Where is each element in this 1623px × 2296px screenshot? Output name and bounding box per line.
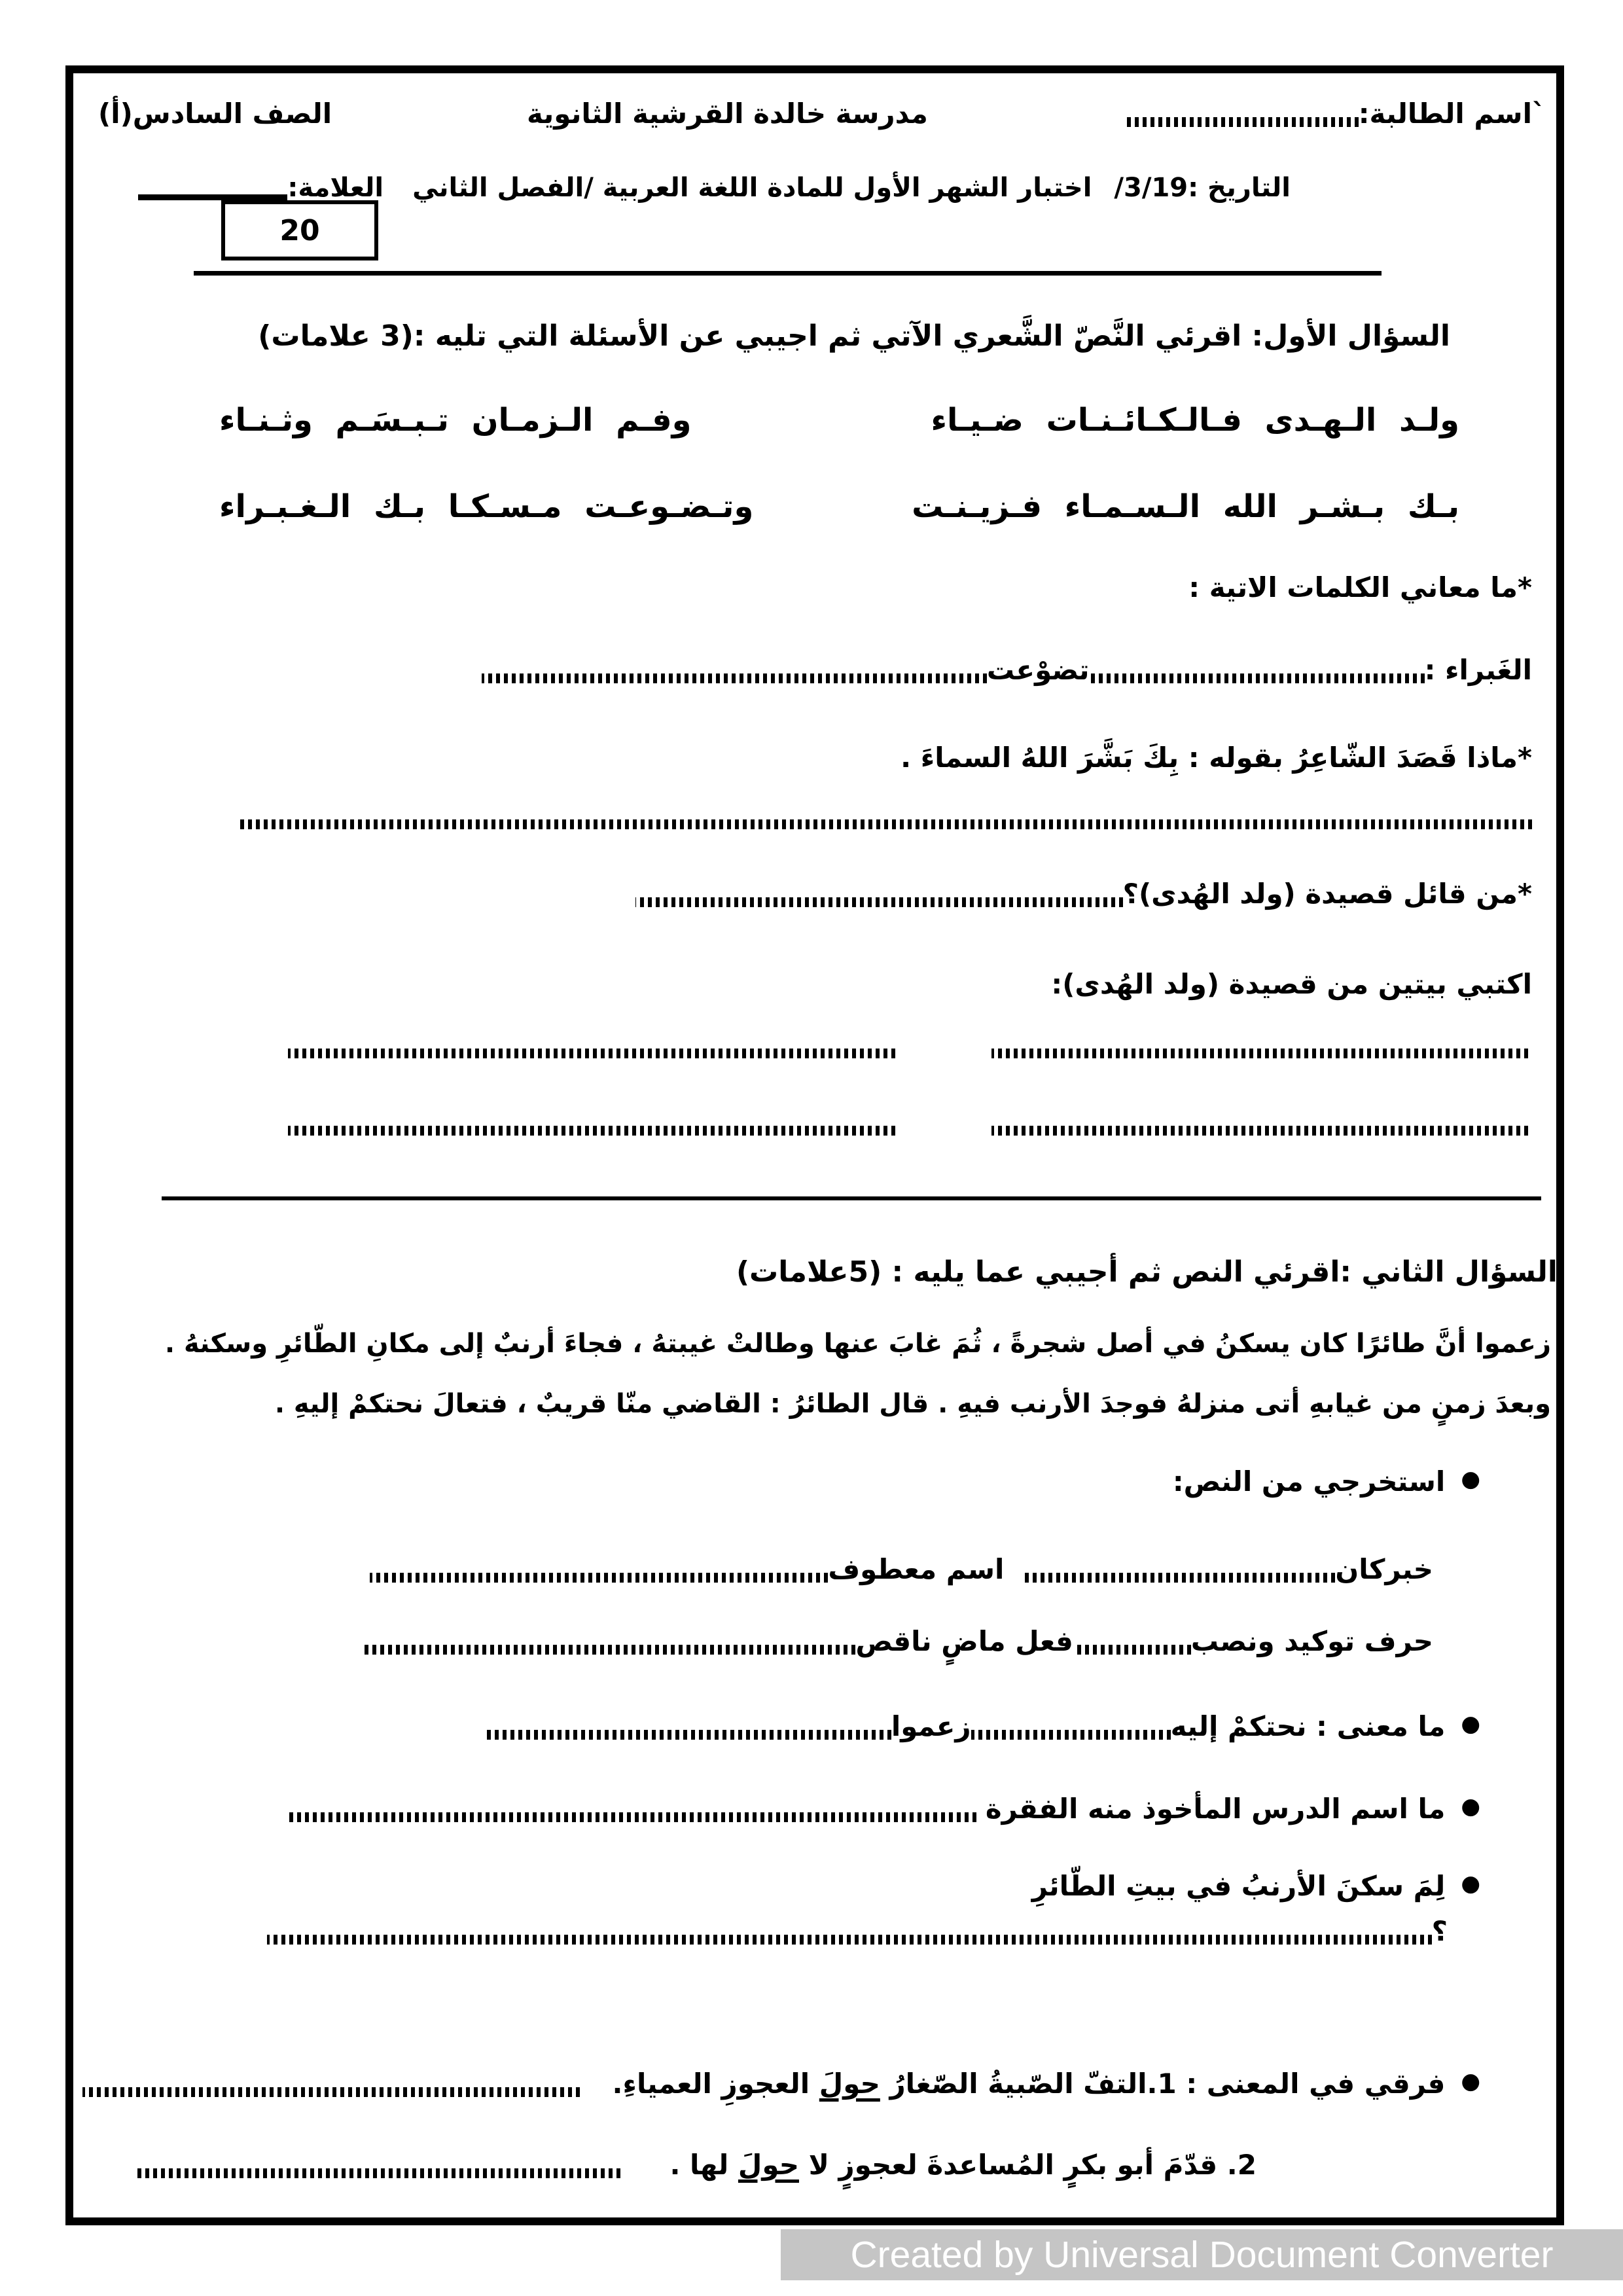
bullet-icon: ● (1461, 2068, 1480, 2094)
extract-prompt-row (1173, 1465, 1480, 1499)
word2-label: تضوْعت (986, 654, 1090, 686)
author-question-row (635, 877, 1532, 912)
total-mark-box (221, 200, 378, 260)
answer-blank[interactable] (370, 1573, 828, 1583)
meaning-word2: زعموا (891, 1710, 971, 1742)
differentiate-sentence-1 (613, 2067, 1446, 2102)
author-question: *من قائل قصيدة (ولد الهُدى)؟ (1122, 878, 1532, 910)
student-name-field[interactable] (1123, 117, 1359, 127)
answer-blank[interactable] (991, 1049, 1528, 1058)
answer-blank[interactable] (1073, 1645, 1191, 1655)
extract-prompt: استخرجي من النص: (1172, 1465, 1446, 1498)
why-answer-row (267, 1914, 1448, 1949)
student-name-label: `اسم الطالبة: (1358, 98, 1546, 130)
differentiate-row-2 (136, 2148, 1257, 2183)
student-name-group (1123, 97, 1546, 132)
differentiate-row-1 (82, 2067, 1480, 2102)
answer-blank[interactable] (288, 1126, 895, 1136)
meanings-prompt: *ما معاني الكلمات الاتية : (1188, 571, 1532, 603)
passage-line-2: وبعدَ زمنٍ من غيابهِ أتى منزلهُ فوجدَ الأرنب فيهِ . قال الطائرُ : القاضي منّا قريبٌ ، فتعالَ نحتكمْ إليهِ . (274, 1389, 1551, 1419)
poem-line1-left-hemistich: وفـم الـزمـان تـبـسَـم وثـنـاء (219, 402, 692, 439)
bullet-icon: ● (1461, 1870, 1480, 1897)
poem-line-2 (219, 487, 1459, 526)
answer-blank[interactable] (361, 1645, 855, 1655)
answer-blank[interactable] (286, 1812, 976, 1822)
school-name: مدرسة خالدة القرشية الثانوية (527, 98, 928, 130)
answer-blank[interactable] (239, 819, 1532, 829)
bullet-icon: ● (1461, 1710, 1480, 1737)
diff1-suffix: العجوزِ العمياءِ. (612, 2068, 819, 2100)
meanings-answer-row (482, 653, 1532, 688)
header-row-1 (98, 97, 1546, 132)
why-question-row (1032, 1869, 1480, 1904)
answer-blank[interactable] (288, 1049, 895, 1058)
extract-row-2 (361, 1624, 1433, 1659)
mark-label: العلامة: (287, 173, 384, 203)
question2-heading: السؤال الثاني :اقرئي النص ثم أجيبي عما يليه : (5علامات) (736, 1255, 1558, 1289)
diff2-underlined-word: حولَ (738, 2149, 799, 2181)
passage-line-1: زعموا أنَّ طائرًا كان يسكنُ في أصل شجرةً ، ثُمَ غابَ عنها وطالتْ غيبتهُ ، فجاءَ أرنبٌ إلى مكانِ الطّائرِ وسكنهُ . (164, 1329, 1551, 1359)
answer-blank[interactable] (991, 1126, 1528, 1136)
write-verses-prompt: اكتبي بيتين من قصيدة (ولد الهُدى): (1051, 968, 1532, 1000)
answer-blank[interactable] (267, 1935, 1432, 1945)
meaning-question-row (486, 1710, 1480, 1744)
question-mark: ؟ (1431, 1915, 1448, 1947)
exam-title: اختبار الشهر الأول للمادة اللغة العربية /الفصل الثاني (412, 173, 1092, 203)
bullet-icon: ● (1461, 1793, 1480, 1820)
bullet-icon: ● (1461, 1465, 1480, 1492)
watermark-text: Created by Universal Document Converter (850, 2234, 1554, 2276)
diff2-suffix: لها . (669, 2149, 738, 2181)
header-row-2 (98, 171, 1546, 204)
poem-line2-right-hemistich: بـك بـشـر الله الـسـمـاء فـزيـنـت (912, 488, 1459, 525)
intent-question: *ماذا قَصَدَ الشّاعِرُ بقوله : بِكَ بَشَّرَ اللهُ السماءَ . (901, 742, 1532, 774)
section-divider (162, 1196, 1541, 1200)
mark-field[interactable] (138, 194, 287, 200)
conjoined-noun-label: اسم معطوف (828, 1553, 1005, 1585)
answer-blank[interactable] (1090, 673, 1425, 683)
khabar-kana-label: خبركان (1335, 1553, 1433, 1585)
word1-label: الغَبراء : (1424, 654, 1532, 686)
defective-past-verb-label: فعل ماضٍ ناقص (855, 1625, 1073, 1657)
answer-blank[interactable] (486, 1730, 891, 1740)
header-rule (194, 271, 1382, 276)
total-mark-value: 20 (279, 213, 320, 247)
answer-blank[interactable] (136, 2168, 620, 2178)
diff1-prefix: 1.التفّ الصّبيةُ الصّغارُ (880, 2068, 1177, 2100)
meaning-prompt: ما معنى : نحتكمْ إليه (1170, 1710, 1446, 1742)
class-label: الصف السادس(أ) (98, 98, 332, 130)
question1-heading: السؤال الأول: اقرئي النَّصّ الشَّعري الآتي ثم اجيبي عن الأسئلة التي تليه :(3 علامات) (258, 319, 1450, 353)
answer-blank[interactable] (1021, 1573, 1335, 1583)
extract-row-1 (370, 1552, 1433, 1587)
answer-blank[interactable] (482, 673, 987, 683)
why-question: لِمَ سكنَ الأرنبُ في بيتِ الطّائرِ (1031, 1870, 1446, 1902)
answer-blank[interactable] (971, 1730, 1171, 1740)
lesson-question: ما اسم الدرس المأخوذ منه الفقرة (985, 1793, 1446, 1825)
answer-blank[interactable] (82, 2087, 580, 2097)
poem-line2-left-hemistich: وتـضـوعـت مـسـكـا بـك الـغـبـراء (219, 488, 754, 525)
poem-line-1 (219, 401, 1459, 440)
differentiate-sentence-2 (669, 2148, 1257, 2183)
emphasis-particle-label: حرف توكيد ونصب (1190, 1625, 1433, 1657)
poem-line1-right-hemistich: ولـد الـهـدى فـالـكـائـنـات ضـيـاء (931, 402, 1459, 439)
diff1-underlined-word: حولَ (819, 2068, 880, 2100)
date-label: التاريخ :3/19/ (1114, 173, 1291, 203)
answer-blank[interactable] (635, 897, 1123, 907)
diff2-prefix: 2. قدّمَ أبو بكرٍ المُساعدةَ لعجوزٍ لا (798, 2149, 1257, 2181)
diff-prompt: فرقي في المعنى : (1186, 2068, 1446, 2100)
watermark-banner (781, 2229, 1623, 2280)
lesson-question-row (286, 1792, 1480, 1827)
